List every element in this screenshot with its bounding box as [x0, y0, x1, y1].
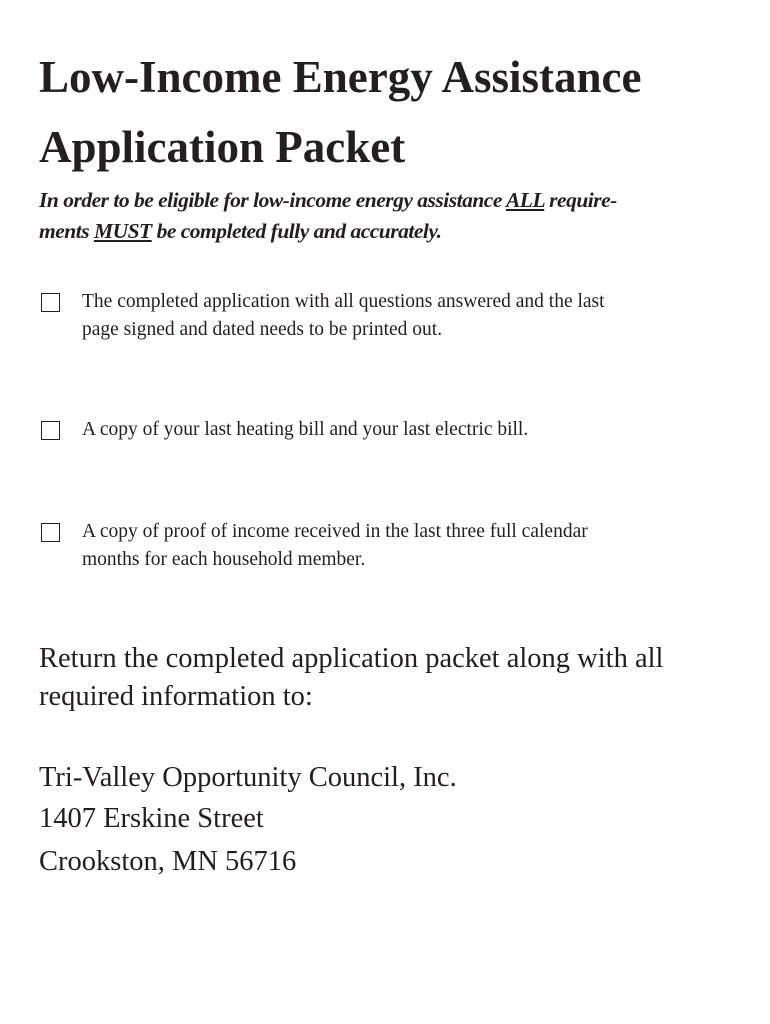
notice-emphasis-all: ALL — [505, 188, 545, 212]
requirement-line-2: months for each household member. — [82, 549, 366, 570]
eligibility-notice — [39, 185, 739, 247]
requirement-item-application — [39, 288, 719, 344]
checkbox-income[interactable] — [41, 523, 60, 542]
requirement-line-1: The completed application with all questions answered and the last — [82, 291, 605, 312]
requirement-text — [82, 288, 702, 344]
requirement-text — [82, 416, 702, 444]
notice-part-2: require- — [544, 188, 617, 212]
notice-part-1: In order to be eligible for low-income energy assistance — [39, 188, 506, 212]
title-line-2: Application Packet — [39, 122, 406, 172]
return-line-1: Return the completed application packet along with all — [39, 643, 664, 674]
return-instructions — [39, 640, 749, 716]
notice-part-3: ments — [39, 219, 94, 243]
requirement-item-income — [39, 518, 719, 574]
address-city-state-zip: Crookston, MN 56716 — [39, 846, 297, 877]
title-line-1: Low-Income Energy Assistance — [39, 52, 642, 102]
requirement-line-2: page signed and dated needs to be printed out. — [82, 319, 443, 340]
requirement-line-1: A copy of proof of income received in the last three full calendar — [82, 521, 588, 542]
page-title — [39, 42, 739, 182]
requirement-item-bills — [39, 416, 719, 444]
address-street: 1407 Erskine Street — [39, 803, 264, 834]
notice-emphasis-must: MUST — [93, 219, 152, 243]
checkbox-bills[interactable] — [41, 421, 60, 440]
checkbox-application[interactable] — [41, 293, 60, 312]
return-line-2: required information to: — [39, 681, 313, 712]
address-organization: Tri-Valley Opportunity Council, Inc. — [39, 762, 457, 793]
requirement-text — [82, 518, 702, 574]
requirement-line-1: A copy of your last heating bill and your last electric bill. — [82, 419, 529, 440]
notice-part-4: be completed fully and accurately. — [151, 219, 442, 243]
